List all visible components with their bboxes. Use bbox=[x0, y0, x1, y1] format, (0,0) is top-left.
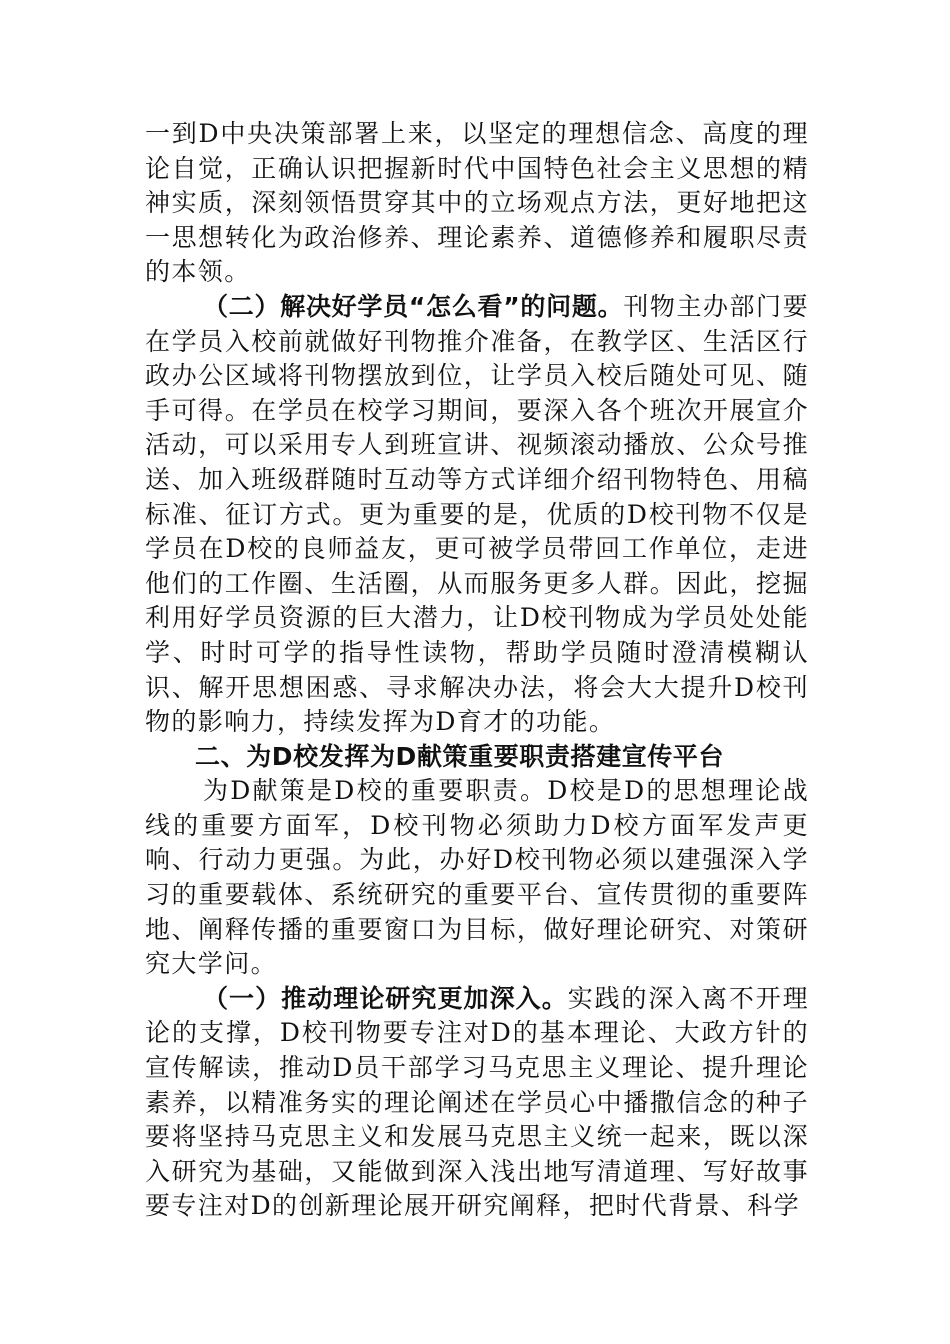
paragraph-lead-heading: （一）推动理论研究更加深入。 bbox=[203, 983, 568, 1013]
paragraph-intro: 为D献策是D校的重要职责。D校是D的思想理论战线的重要方面军，D校刊物必须助力D校方面军发声更响、行动力更强。为此，办好D校刊物必须以建强深入学习的重要载体、系统研究的重要平台、宣传贯彻的重要阵地、阐释传播的重要窗口为目标，做好理论研究、对策研究大学问。 bbox=[145, 776, 809, 979]
paragraph-continuation: 一到D中央决策部署上来，以坚定的理想信念、高度的理论自觉，正确认识把握新时代中国特色社会主义思想的精神实质，深刻领悟贯穿其中的立场观点方法，更好地把这一思想转化为政治修养、理论素养、道德修养和履职尽责的本领。 bbox=[145, 119, 809, 287]
document-body bbox=[145, 117, 809, 1224]
paragraph-section-2 bbox=[145, 290, 809, 740]
section-heading: 二、为D校发挥为D献策重要职责搭建宣传平台 bbox=[195, 741, 725, 771]
paragraph-section-1 bbox=[145, 982, 809, 1224]
paragraph-body: 刊物主办部门要在学员入校前就做好刊物推介准备，在教学区、生活区行政办公区域将刊物摆放到位，让学员入校后随处可见、随手可得。在学员在校学习期间，要深入各个班次开展宣介活动，可以采用专人到班宣讲、视频滚动播放、公众号推送、加入班级群随时互动等方式详细介绍刊物特色、用稿标准、征订方式。更为重要的是，优质的D校刊物不仅是学员在D校的良师益友，更可被学员带回工作单位，走进他们的工作圈、生活圈，从而服务更多人群。因此，挖掘利用好学员资源的巨大潜力，让D校刊物成为学员处处能学、时时可学的指导性读物，帮助学员随时澄清模糊认识、解开思想困惑、寻求解决办法，将会大大提升D校刊物的影响力，持续发挥为D育才的功能。 bbox=[145, 291, 809, 737]
paragraph-body: 实践的深入离不开理论的支撑，D校刊物要专注对D的基本理论、大政方针的宣传解读，推动D员干部学习马克思主义理论、提升理论素养，以精准务实的理论阐述在学员心中播撒信念的种子要将坚持马克思主义和发展马克思主义统一起来，既以深入研究为基础，又能做到深入浅出地写清道理、写好故事要专注对D的创新理论展开研究阐释，把时代背景、科学 bbox=[145, 983, 809, 1221]
paragraph-lead-heading: （二）解决好学员“怎么看”的问题。 bbox=[203, 291, 624, 321]
